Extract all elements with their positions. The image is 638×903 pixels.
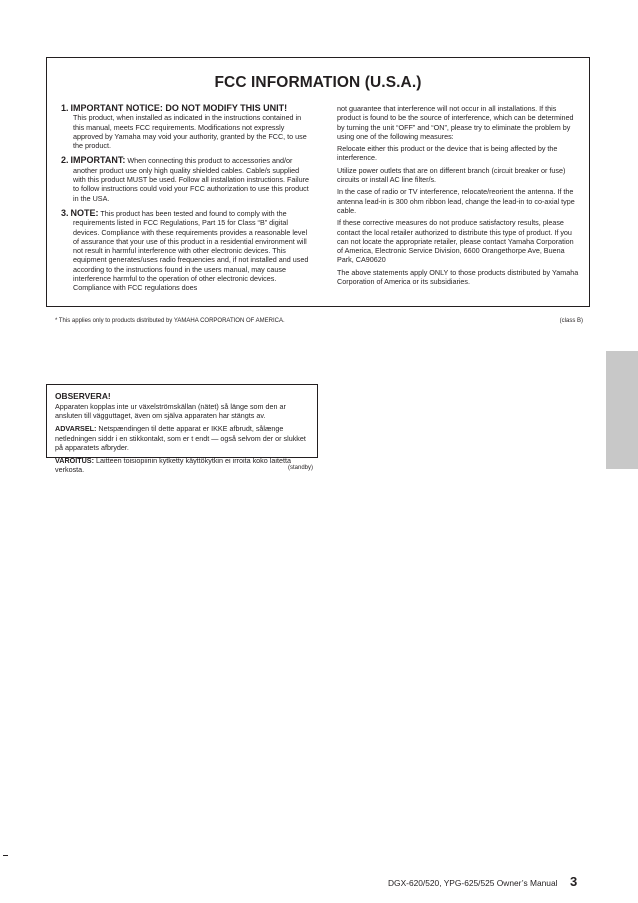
advarsel-label: ADVARSEL: [55, 424, 97, 434]
side-tab [606, 351, 638, 469]
item-number: 2. [61, 155, 69, 166]
fcc-paragraph: The above statements apply ONLY to those products distributed by Yamaha Corporation of America or its subsidiaries. [337, 267, 579, 287]
fcc-paragraph: not guarantee that interference will not occur in all installations. If this product is found to be the source of interference, which can be determined by turning the unit “OFF” and “ON”, please try to eliminate the problem by using one of the following measures: [337, 104, 574, 141]
fcc-paragraph: Utilize power outlets that are on different branch (circuit breaker or fuse) circuits or install AC line filter/s. [337, 165, 566, 185]
observera-title: OBSERVERA! [55, 391, 111, 401]
item-text: When connecting this product to accessories and/or another product use only high quality shielded cables. Cable/s supplied with this product MUST be used. Follow all installation instructions. Failure to follow instructions could void your FCC authorization to use this product in the USA. [73, 156, 309, 203]
item-number: 1. [61, 103, 69, 113]
fcc-item-3 [61, 209, 313, 293]
fcc-item-2 [61, 156, 313, 202]
fcc-paragraph: If these corrective measures do not produce satisfactory results, please contact the local retailer authorized to distribute this type of product. If you can not locate the appropriate retailer, please contact Yamaha Corporation of America, Electronic Service Division, 6600 Orangethorpe Ave, Buena Park, CA90620 [337, 218, 574, 265]
observera-text: Apparaten kopplas inte ur växelströmskällan (nätet) så länge som den ar ansluten till vägguttaget, även om själva apparaten har stängts av. [55, 402, 286, 421]
item-lead: NOTE: [70, 207, 99, 218]
item-lead: IMPORTANT NOTICE: DO NOT MODIFY THIS UNIT! [70, 103, 288, 113]
fcc-footnote: * This applies only to products distributed by YAMAHA CORPORATION OF AMERICA. [55, 318, 285, 324]
standby-note: (standby) [288, 465, 314, 471]
fcc-class-note: (class B) [559, 318, 583, 324]
advarsel-text: Netspændingen til dette apparat er IKKE afbrudt, sålænge netledningen siddr i en stikkontakt, som er t endt — også selvom der or slukket på apparatets afbryder. [55, 424, 306, 452]
fcc-information-box [46, 57, 590, 324]
varoitus-paragraph [55, 456, 309, 474]
varoitus-label: VAROITUS: [55, 456, 94, 466]
item-text: This product, when installed as indicated in the instructions contained in this manual, meets FCC requirements. Modifications not expressly approved by Yamaha may void your authority, granted by the FCC, to use the product. [73, 113, 307, 151]
item-number: 3. [61, 207, 69, 218]
item-text: This product has been tested and found to comply with the requirements listed in FCC Regulations, Part 15 for Class “B” digital devices. Compliance with these requirements provides a reasonable level of assurance that your use of this product in a residential environment will not result in harmful interference with other electronic devices. This equipment generates/uses radio frequencies and, if not installed and used according to the instructions found in the users manual, may cause interference harmful to the operation of other electronic devices. Compliance with FCC regulations does [73, 208, 309, 293]
item-lead: IMPORTANT: [70, 155, 126, 166]
page-number: 3 [570, 874, 578, 889]
crop-mark [3, 855, 8, 856]
fcc-paragraph: In the case of radio or TV interference, relocate/reorient the antenna. If the antenna lead-in is 300 ohm ribbon lead, change the lead-in to co-axial type cable. [337, 187, 575, 215]
varoitus-text: Laitteen toisiopiiriin kytketty käyttökytkin ei irroita koko laitetta verkosta. [55, 456, 291, 475]
advarsel-paragraph [55, 424, 309, 452]
fcc-right-column [337, 104, 581, 289]
fcc-item-1 [61, 104, 313, 150]
footer-manual-title: DGX-620/520, YPG-625/525 Owner’s Manual [388, 878, 558, 888]
fcc-left-column [61, 104, 313, 299]
fcc-title: FCC INFORMATION (U.S.A.) [214, 74, 422, 91]
fcc-paragraph: Relocate either this product or the device that is being affected by the interference. [337, 144, 558, 163]
